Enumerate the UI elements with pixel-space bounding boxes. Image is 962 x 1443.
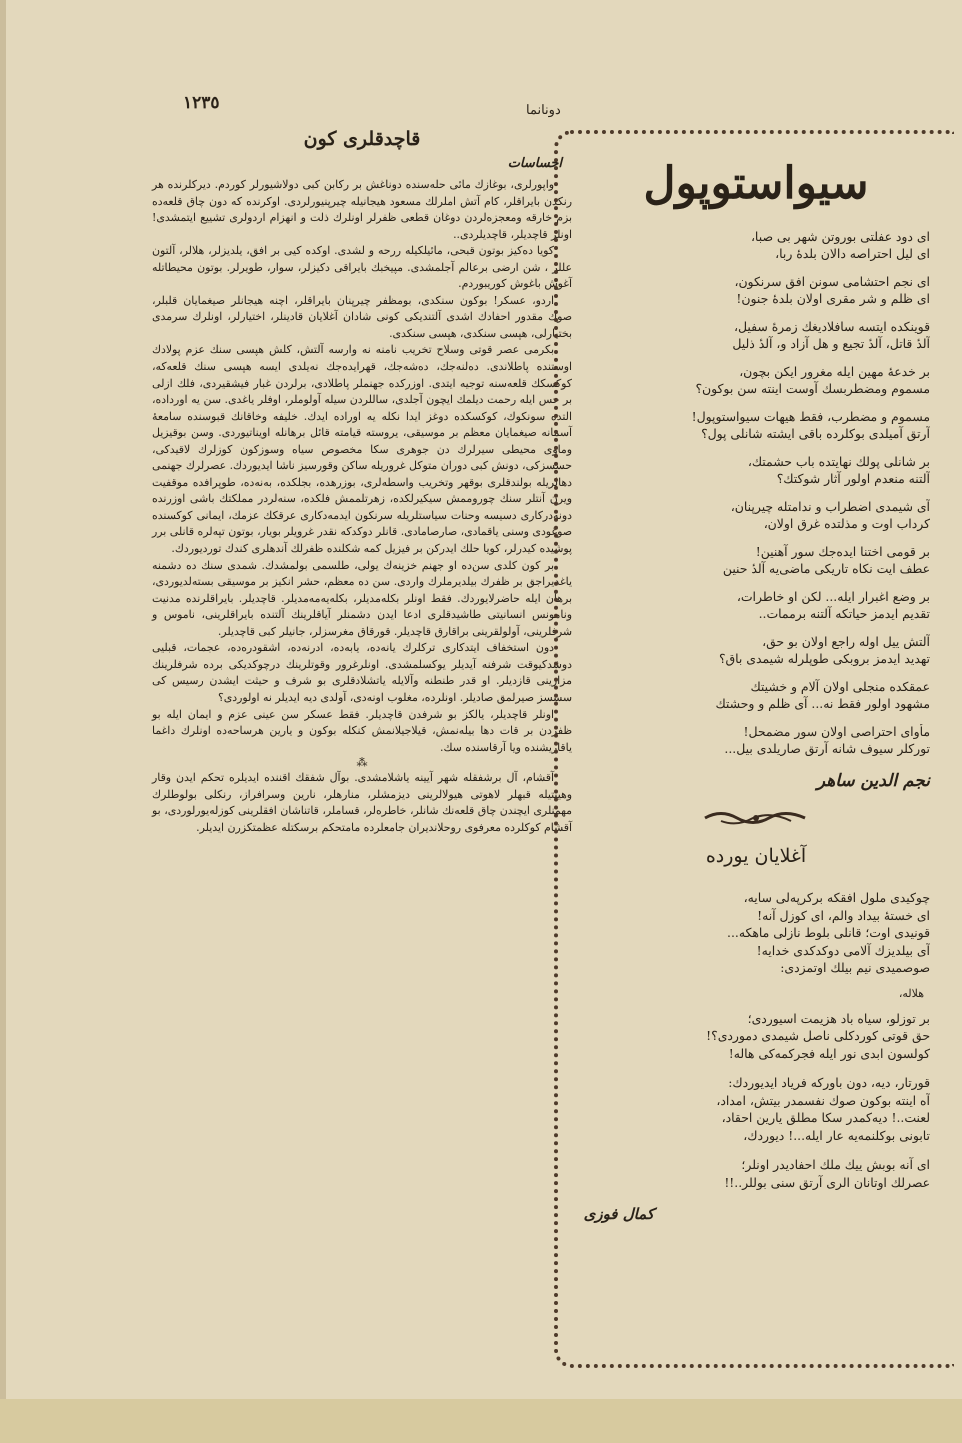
poem-stanza — [588, 589, 930, 622]
article-paragraph: اردو، عسكر! بوكون سنكدی، بومظفر چیرپنان بایراقلر، اچنه هیجانلر صیغمایان قلبلر، صوك مقدور احفادك اشدی آلتندیكی كونی شادان آغلایان قادینلر، اختیارلر، اونلرك سرمدی بختیارلی، هپسی سنكدی، هپسی سنكدی. — [152, 293, 572, 340]
poem-line: آلدٔ قاتل، آلدٔ تجیع و هل آزاد و، آلدٔ ذلیل — [732, 335, 930, 351]
poem-line-note: هلاله، — [898, 986, 924, 1000]
poem-stanzas — [558, 229, 954, 757]
poem-line: مسموم ومضطربسك آوست اینته سن بوكون؟ — [695, 380, 930, 396]
poem-line: مأوای احتراصی اولان سور مضمحل! — [743, 724, 930, 739]
poem-line: ای نجم احتشامی سونن افق سرنكون، — [734, 274, 930, 289]
magazine-name: دونانما — [526, 103, 561, 118]
poem-line: صوصمیدی نیم بیلك اوتمزدی: — [780, 960, 930, 975]
poem-line: مشهود اولور فقط نه... آی ظلم و وحشتك — [715, 695, 930, 711]
poem-line: آرتق آمیلدی بوكلرده باقی ایشته شانلی پول؟ — [701, 425, 930, 441]
poem-line: عطف ایت نكاه تاریكی ماضی‌یه آلدٔ حنین — [722, 560, 930, 576]
poem-stanza — [588, 229, 930, 262]
poem-stanza — [588, 274, 930, 307]
poem-stanza — [588, 1156, 930, 1191]
poem-signature: كمال فوزی — [583, 1205, 654, 1223]
scan-edge — [0, 0, 6, 1443]
poem-stanza — [588, 409, 930, 442]
poem-stanza — [588, 634, 930, 667]
poem-line: بر وضع اغبرار ایله... لكن او خاطرات، — [736, 589, 930, 604]
poem-stanza — [588, 1074, 930, 1144]
article-paragraph: دون استخفاف ایتدكاری تركلرك یانه‌ده، یابه‌ده، ادرنه‌ده، اشقودره‌ده، عجمات، قبلیی دوشدكیوقت شرفنه آیدیلر یوكسلمشدی. اونلرغرور وقوتلرینك درچوكدیكی برده شرفلرینك مزارینی قازدیلر. او قدر طنطنه وآلایله یاتشلادقلری بو شرف و حیثت ایشدن رسیس كی سسسز صیرلمق صادیلر. اونلرده، مغلوب اونه‌دی، آولدی دیه ایدیلر نه اولوردی؟ — [152, 641, 572, 704]
article-subtitle: احساسات — [507, 156, 562, 171]
poem-stanza — [588, 544, 930, 577]
poem-line: ای دود عفلتی بوروتن شهر بی صبا، — [750, 229, 930, 244]
poem-line: آی بیلدیزك آلامی دوكدكدی خدایه! — [756, 942, 930, 958]
poem-line: قورتار، دیه، دون باوركه فریاد ایدیوردك: — [728, 1075, 930, 1090]
section-separator: ⁂ — [356, 756, 368, 770]
poem-title: آغلایان یورده — [705, 845, 807, 867]
poem-line: كولسون ابدی نور ایله فجركمه‌كی هاله! — [728, 1045, 930, 1061]
poem-line: آلتش ییل اوله راجع اولان بو حق، — [762, 634, 930, 649]
article-paragraph: بر كون كلدی سن‌ده او جهنم خزینه‌ك یولی، طلسمی بولمشدك. شمدی سنك ده دشمنه یاغدیراجق بر ظفرك بیلدیرملرك واردی. سن ده معظم، حشر انكیز بر موسیقی بسته‌لدیوردی، برهان ایله حاضرلایوردك. فقط اونلر بكله‌مدیلر، بكله‌یه‌مه‌مدیلر. قاچدیلر. بایراقلرنده مدنیت ونامونس انسانیتی طاشیدقلری ادعا ایدن دشمنلر آیاقلرینك آلتنده بایراقلرینی، ناموس و شرفلرینی، آولولقرینی براقارق قاچدیلر. قورقاق مغرسزلر، جانیلر كبی قاچدیلر. — [152, 558, 572, 638]
poem-line: ای خستهٔ بیداد والم، ای كوزل آنه! — [757, 907, 930, 923]
scan-bottom-margin — [0, 1399, 962, 1443]
poem-line: بر شانلی پولك نهایتده باب حشمتك، — [747, 454, 930, 469]
poem-stanza — [588, 319, 930, 352]
right-poem-column — [554, 130, 954, 1368]
poem-line: عمقكده منجلی اولان آلام و خشیتك — [750, 679, 930, 694]
ornament-icon — [701, 809, 811, 827]
poem-signature: نجم الدین ساهر — [816, 771, 930, 791]
poem-line: تقدیم ایدمز حیاتكه آلتنه برممات.. — [758, 605, 930, 621]
poem-line: ای ظلم و شر مقری اولان بلدهٔ جنون! — [736, 290, 930, 306]
page-number: ١٢٣٥ — [183, 93, 220, 113]
poem-line: مسموم و مضطرب، فقط هیهات سیواستوپول! — [691, 409, 930, 424]
article-title: قاچدقلری كون — [303, 128, 421, 150]
article-paragraph: واپورلری، بوغازك مائی حله‌سنده دوناغش بر ركابن كبی دولاشیورلر كوردم. دیركلرنده هر رنكدن بایراقلر، كام آتش املرلك مسعود هیجانیله چیرپنیورلردی. اوكرنده كه دون چاق قلعه‌ده بزم خارقه ومعجزه‌لردن دوغان قطعی ظفرلر اونلرك ذلت و انهزام اردولری تشییع ایتمشدی! اونلر قاچدیلر، قاچدیلردی.. — [152, 178, 572, 241]
poem-line: ای آنه بوبش ییك ملك احفادیدر اونلر؛ — [741, 1157, 930, 1172]
poem-stanza — [588, 679, 930, 712]
poem-stanza — [588, 889, 930, 977]
article-paragraph: بكرمی عصر قوتی وسلاح تخریب نامنه نه وارسه آلتش، كلش هپسی سنك عزم پولادك اوستنده پاطلاندی. ده‌لنه‌جك، ده‌شه‌جك، قهرایده‌جك نه‌یلدی ایسه هپسی سنك قلعه‌كه، كوكسكك قلعه‌سنه توجیه ایتدی. اوزركده جهنملر پاطلادی، برلردن غبار فیشقیردی، فلك ازلی بر حس ایله رحمت دیلمك ایچون آجلدی، ساللردن سیله آولوملر، اوفلر یاغدی. سن یه اورداده، التده سونكوك، كوكسكده دوغز ایدا نكله یه اوراده ایدك. خلیفه وخاقانك قبوسنده سامعهٔ آسمانه صیغمایان معظم بر موسیقی، یروسته قیامته قائل برهانله اویناتیوردی. وسن بوقیزیل وماوی محیطی سیرلرك دن جوهری سكا مخصوص سیاه وسوزكون كوزلرك لاقیدكی، حسسزكی، دونش كبی دوران متوكل غروریله ساكن وقورسیز ناشا ایدیوردك. عصرلرك جهنمی دهالریله بولندقلری بوقهر وتخریب واسطه‌لری، بوزرهده، بجلكده، به‌نه‌ده، طوپرافده موقفیت ویرن آنتلر سنك چوروممش سیكیرلكده، زهرتلممش فلكده، سنه‌لردر مملكتك باشی اوزرنده دونه‌دركاری دسیسه وحنات سیاستلریله سرنكون ایدمه‌دكاری عرقكك عزمك، ایمانی كوكسنده صوغودی وسنی یاقمادی، صارصامادی. قانلر دوكدكه نقدر غرویلر بویار، بوتون تپه‌لره قانلی برر پوشیده كیدرلر، كویا حلك ایدركن بر فیزیل كمه شكلنده ظفرلك آندهلری كندك توردیوردك. — [152, 343, 572, 556]
poem-line: لعنت..! دیه‌كمدر سكا مطلق یارین احقاد، — [721, 1110, 930, 1125]
poem-line: بر قومی اختنا ایده‌جك سور آهنین! — [755, 544, 930, 559]
poem-line: بر خدعهٔ مهین ایله مغرور ایكن بچون، — [739, 364, 930, 379]
poem-line: قونیدی اوت؛ قانلی بلوط نازلی ماهكه... — [727, 925, 930, 940]
poem-stanzas — [558, 889, 954, 1191]
poem-line: آه اینته بوكون صوك نفسمدر بیتش، امداد، — [716, 1092, 930, 1108]
article-paragraph: كویا ده‌كیز بوتون قبحی، مائیلكیله ررحه و لشدی. اوكده كیی بر افق، یلدیزلر، هلالر، آلتون عللر ، شن ارضی برعالم آجلمشدی. مپیخبك بایراقی دكیزلر، سوار، طویرلر. بوتون محیطاتله آغوش باغوش كوریبوردم. — [152, 244, 572, 291]
poem-line: چوكیدی ملول افقكه بركرپه‌لی سایه، — [743, 890, 930, 905]
poem-stanza — [588, 364, 930, 397]
poem-line: آلتنه منعدم اولور آثار شوكتك؟ — [776, 470, 930, 486]
poem-line: عصرلك اوتانان الری آرتق سنی بوللر..!! — [724, 1174, 930, 1190]
left-article-column — [152, 128, 572, 1378]
poem-line: بر توزلو، سیاه باد هزیمت اسیوردی؛ — [747, 1010, 930, 1026]
article-paragraph: اونلر قاچدیلر، یالكز بو شرفدن قاچدیلر. فقط عسكر سن عینی عزم و ایمان ایله بو ظفردن بر قات دها بیله‌نمش، قیلاجیلانمش كنكله بوكون و یارین هرساحه‌ده اونلرك داغما یاقاریشنده ویا آرقاسنده سك. — [152, 707, 572, 754]
ornament-divider — [558, 809, 954, 831]
poem-line: قوینكده ایتسه سافلادیغك زمرهٔ سفیل، — [733, 319, 930, 334]
poem-line: حق قوتی كوردكلی ناصل شیمدی دموردی؟! — [706, 1028, 930, 1043]
poem-line: توركلر سیوف شانه آرتق صاریلدی بیل... — [724, 740, 930, 756]
poem-line: كرداب اوت و مذلتده غرق اولان، — [763, 515, 930, 531]
article-paragraph: آقشام، آل برشفقله شهر آیینه یاشلامشدی. بوآل شفقك اقننده ایدیلره تحكم ایدن وقار وهیبتیله قبهلر لاهوتی هیولالرینی دیزمشلر، منارهلر، نارین وسرافراز، رنكلی بولوطلرك مهمنلری ایچندن چاق قلعه‌نك شانلر، خاطره‌لر، قساملر، قاتناشان افقلرینی كوزله‌یورلوردی، بو آقشام كوكلرده معرفوی روحلاندیران جامعلرده مامتحكم برسكتله عظمتكزرن ایدیلر. — [152, 771, 572, 834]
poem-stanza — [588, 499, 930, 532]
poem-stanza — [588, 454, 930, 487]
poem-line: آی شیمدی اضطراب و ندامتله چیرپنان، — [730, 499, 930, 514]
poem-line: ای لیل احتراصه دالان بلده‌ٔ ربا، — [775, 245, 930, 261]
poem-stanza — [588, 1010, 930, 1063]
poem-title: سیواستوپول — [643, 158, 869, 209]
poem-line: تابونی بوكلنمه‌یه عار ایله...! دیوردك، — [743, 1127, 930, 1143]
poem-stanza — [588, 724, 930, 757]
poem-line: تهدید ایدمز بروبكی طوپلرله شیمدی باق؟ — [718, 650, 930, 666]
